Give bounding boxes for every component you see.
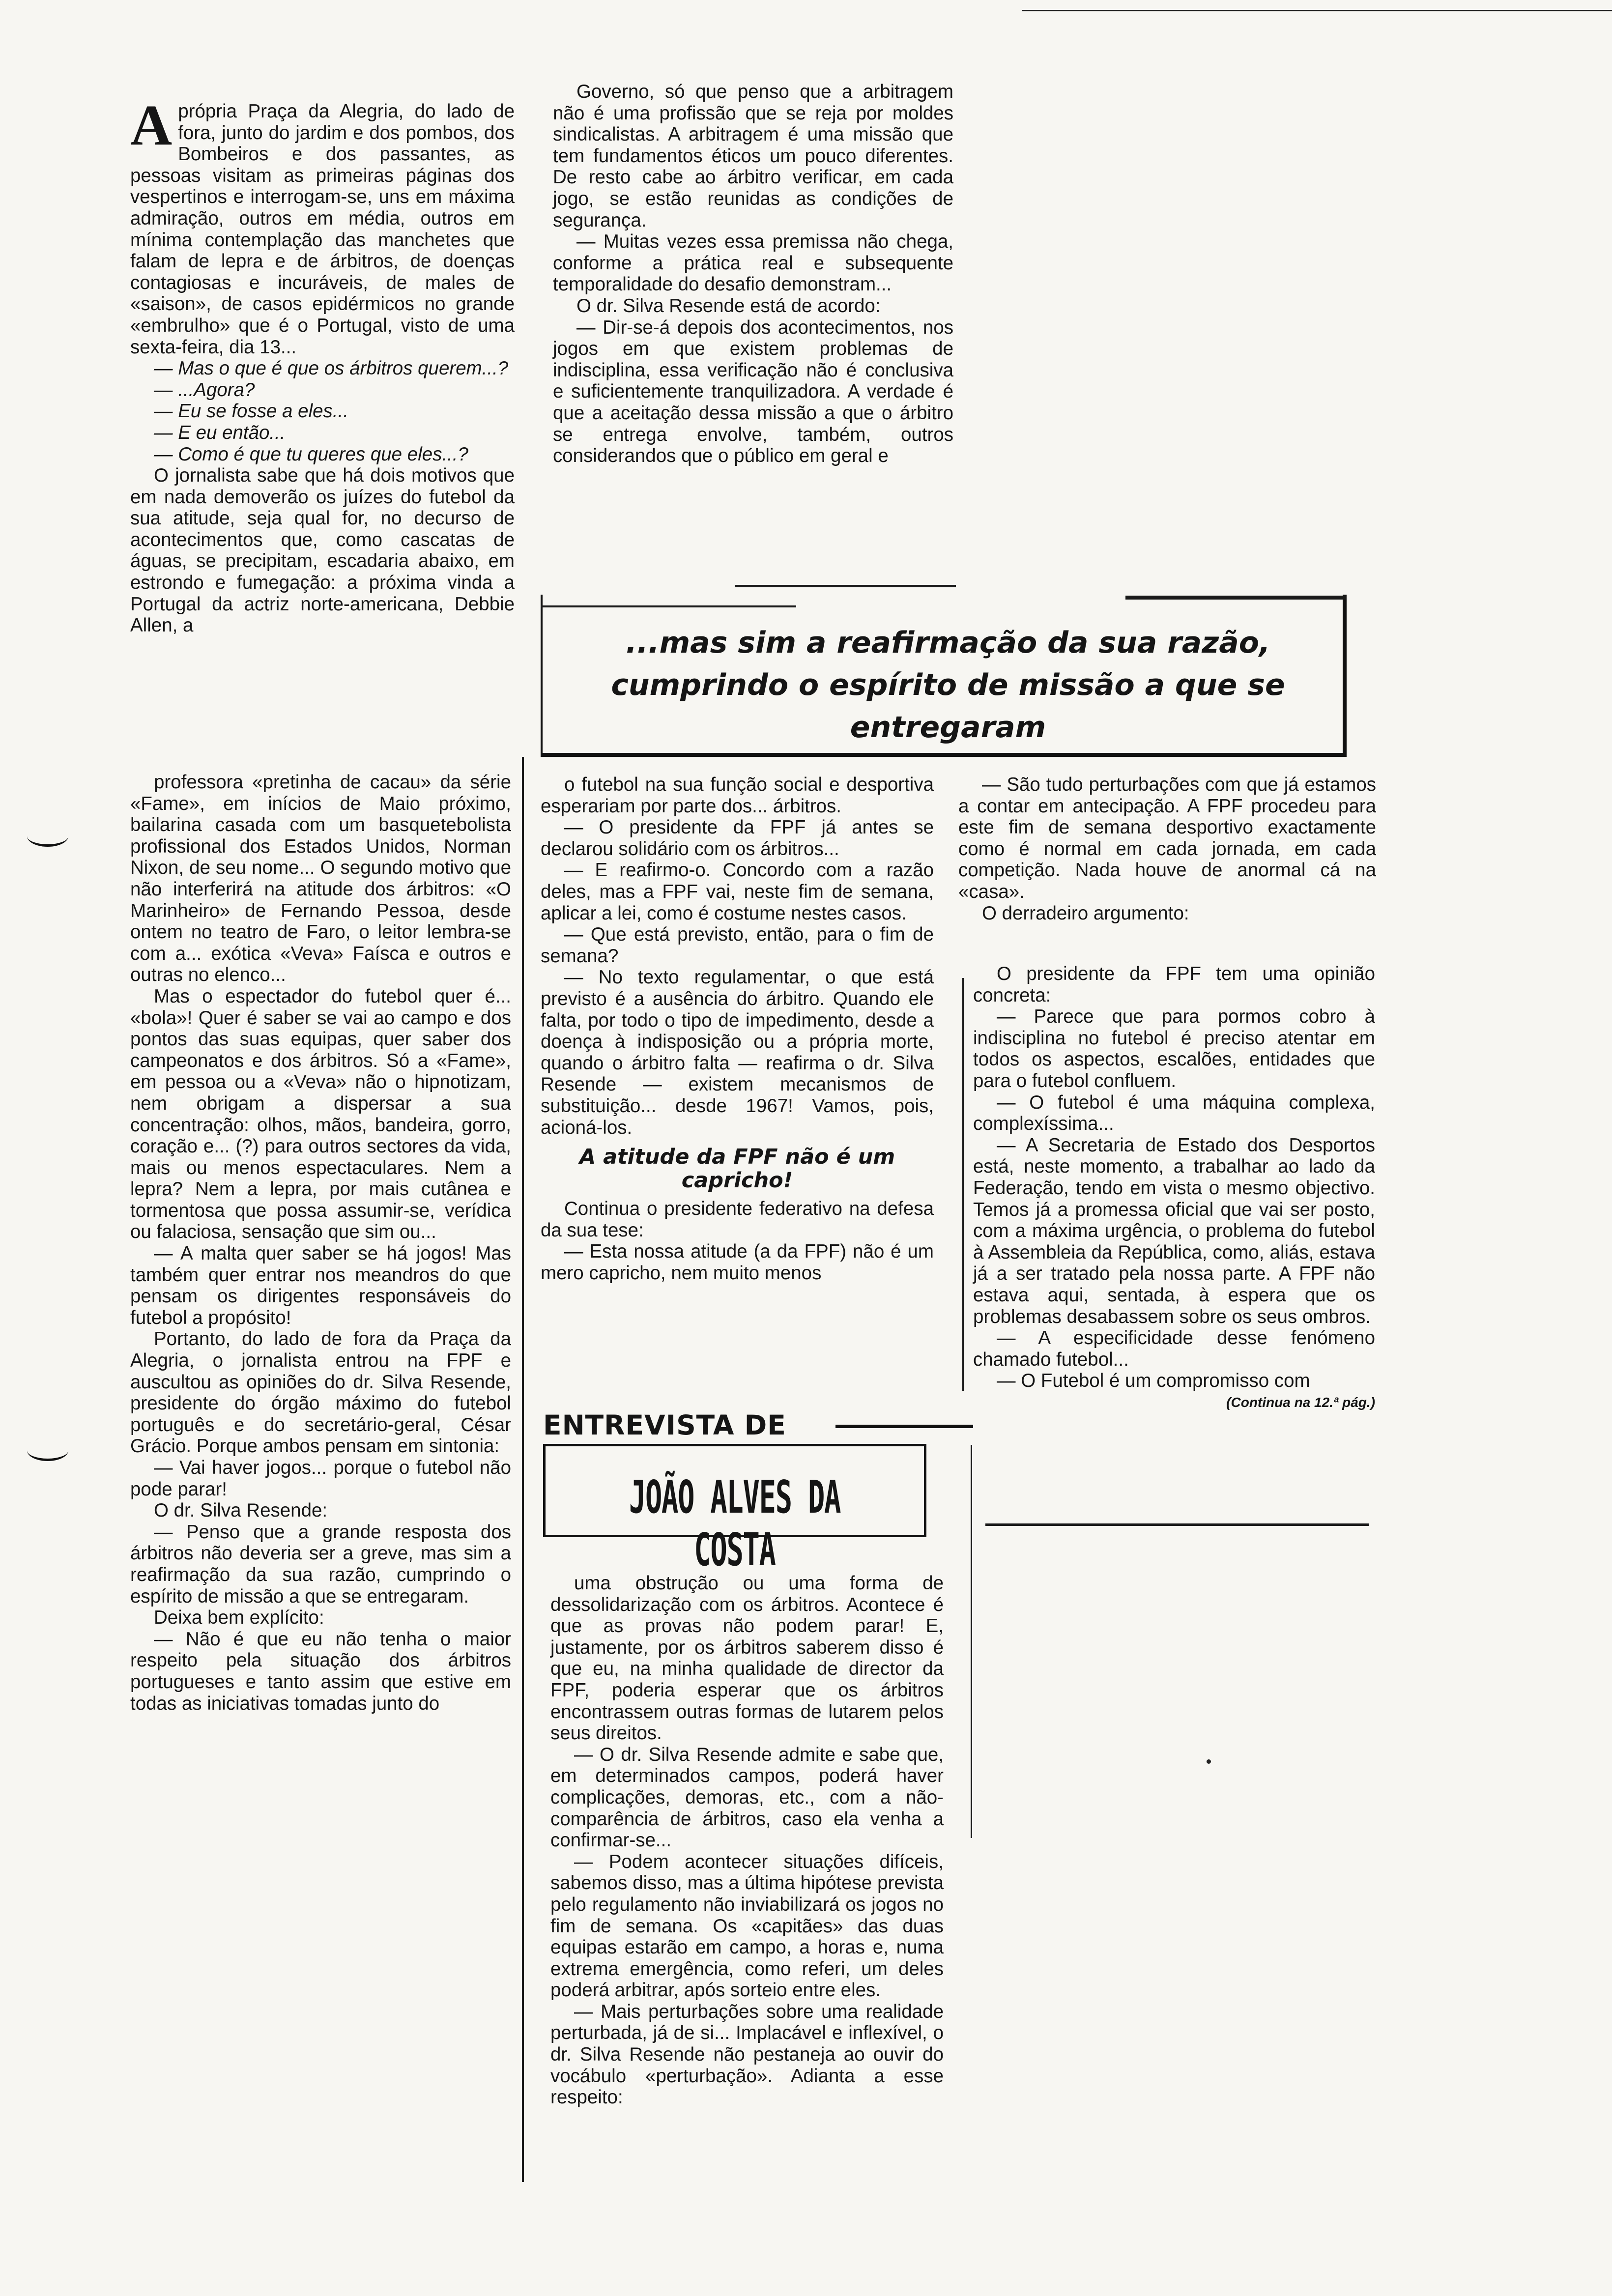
interview-label-rule xyxy=(835,1425,973,1428)
paragraph: Portanto, do lado de fora da Praça da Alegria, o jornalista entrou na FPF e auscultou as opiniões do dr. Silva Resende, presidente do órgão máximo do futebol português e do secretário-geral, César Grácio. Porque ambos pensam em sintonia: xyxy=(130,1328,511,1457)
drop-cap: A xyxy=(130,93,173,157)
margin-punch-mark xyxy=(27,826,68,847)
paragraph: O dr. Silva Resende está de acordo: xyxy=(576,295,881,316)
paragraph: uma obstrução ou uma forma de dessolidarização com os árbitros. Acontece é que as provas não podem parar! E, justamente, por os árbitros saberem disso é que eu, na minha qualidade de director da FPF, poderia esperar que os árbitros encontrassem outras formas de lutarem pelos seus direitos. xyxy=(550,1573,944,1744)
column-1-top xyxy=(130,93,515,636)
paragraph: — Vai haver jogos... porque o futebol não pode parar! xyxy=(130,1457,511,1500)
paragraph: — O dr. Silva Resende admite e sabe que, em determinados campos, poderá haver complicações, demoras, etc., com a não-comparência de árbitros, caso ela venha a confirmar-se... xyxy=(550,1744,944,1851)
paragraph: Governo, só que penso que a arbitragem não é uma profissão que se reja por moldes sindicalistas. A arbitragem é uma missão que tem fundamentos éticos um pouco diferentes. De resto cabe ao árbitro verificar, em cada jogo, se estão reunidas as condições de segurança. xyxy=(553,81,953,231)
column-divider-3 xyxy=(962,978,964,1391)
column-2-bottom xyxy=(541,774,934,1284)
paragraph: — Mas o que é que os árbitros querem...? xyxy=(154,358,509,379)
paragraph: O dr. Silva Resende: xyxy=(154,1500,328,1521)
paragraph: professora «pretinha de cacau» da série «Fame», em inícios de Maio próximo, bailarina casada com um basquetebolista profissional dos Estados Unidos, Norman Nixon, de seu nome... O segundo motivo que não interferirá na atitude dos árbitros: «O Marinheiro» de Fernando Pessoa, desde ontem no teatro de Faro, o leitor lembra-se com a... exótica «Veva» Faísca e outros e outras no elenco... xyxy=(130,772,511,986)
paragraph: — São tudo perturbações com que já estamos a contar em antecipação. A FPF procedeu para este fim de semana desportivo exactamente como é normal em cada jornada, em cada competição. Nada houve de anormal cá na «casa». xyxy=(958,774,1376,902)
continued-note: (Continua na 12.ª pág.) xyxy=(1226,1394,1375,1410)
pull-quote-box xyxy=(541,595,1347,757)
paragraph: — Dir-se-á depois dos acontecimentos, nos jogos em que existem problemas de indisciplina, essa verificação não é conclusiva e suficientemente tranquilizadora. A verdade é que a aceitação dessa missão a que o árbitro se entrega envolve, também, outros considerandos que o público em geral e xyxy=(553,316,953,467)
paragraph: — Muitas vezes essa premissa não chega, conforme a prática real e subsequente temporalidade do desafio demonstram... xyxy=(553,231,953,295)
paragraph: — Esta nossa atitude (a da FPF) não é um mero capricho, nem muito menos xyxy=(541,1241,934,1284)
paragraph: Mas o espectador do futebol quer é... «bola»! Quer é saber se vai ao campo e dos pontos das suas equipas, quer saber dos campeonatos e dos árbitros. Só a «Fame», em pessoa ou a «Veva» não o hipnotizam, nem obrigam a dispersar a sua concentração: olhos, mãos, bandeira, gorro, coração e... (?) para outros sectores da vida, mais ou menos espectaculares. Nem a lepra? Nem a lepra, por mais cutânea e tormentosa que possa assumir-se, verídica ou falaciosa, sensação que sim ou... xyxy=(130,985,511,1243)
column-2-underline xyxy=(735,585,956,587)
interviewer-name-box xyxy=(543,1444,926,1576)
column-3-bottom xyxy=(973,963,1375,1413)
paragraph: — Penso que a grande resposta dos árbitros não deveria ser a greve, mas sim a reafirmação da sua razão, cumprindo o espírito de missão a que se entregaram. xyxy=(130,1521,511,1607)
column-3-top xyxy=(958,774,1376,924)
paragraph: — Mais perturbações sobre uma realidade perturbada, já de si... Implacável e inflexível, o dr. Silva Resende não pestaneja ao ouvir do vocábulo «perturbação». Adianta a esse respeito: xyxy=(550,2001,944,2108)
paragraph: O derradeiro argumento: xyxy=(982,902,1189,924)
margin-punch-mark xyxy=(27,1440,68,1461)
quote-box-top-rule-2 xyxy=(1125,596,1347,600)
column-divider-2 xyxy=(971,1445,972,1838)
paragraph: — A Secretaria de Estado dos Desportos está, neste momento, a trabalhar ao lado da Federação, tendo em vista o mesmo objectivo. Temos já a promessa oficial que vai ser posto, com a máxima urgência, o problema do futebol à Assembleia da República, como, aliás, estava já a ser tratado pela nossa parte. A FPF não estava aqui, sentada, à espera que os problemas desabassem sobre os seus ombros. xyxy=(973,1134,1375,1327)
paragraph: — No texto regulamentar, o que está previsto é a ausência do árbitro. Quando ele falta, por todo o tipo de impedimento, desde a doença à indisposição ou a própria morte, quando o árbitro falta — reafirma o dr. Silva Resende — existem mecanismos de substituição... desde 1967! Vamos, pois, acioná-los. xyxy=(541,967,934,1138)
paragraph: — E eu então... xyxy=(154,422,286,443)
pull-quote: ...mas sim a reafirmação da sua razão, cumprindo o espírito de missão a que se entregaram xyxy=(611,626,1285,745)
paragraph: — E reafirmo-o. Concordo com a razão deles, mas a FPF vai, neste fim de semana, aplicar a lei, como é costume nestes casos. xyxy=(541,860,934,924)
paragraph: — ...Agora? xyxy=(154,379,255,401)
interviewer-name: JOÃO ALVES DA COSTA xyxy=(629,1471,841,1576)
paragraph: A própria Praça da Alegria, do lado de fora, junto do jardim e dos pombos, dos Bombeiros e dos passantes, as pessoas visitam as primeiras páginas dos vespertinos e interrogam-se, uns em máxima admiração, outros em média, outros em mínima contemplação das manchetes que falam de lepra e de árbitros, de doenças contagiosas e incuráveis, de males de «saison», de casos epidérmicos no grande «embrulho» que é o Portugal, visto de uma sexta-feira, dia 13... xyxy=(130,93,515,358)
speck xyxy=(1207,1759,1211,1764)
paragraph: — Não é que eu não tenha o maior respeito pela situação dos árbitros portugueses e tanto assim que estive em todas as iniciativas tomadas junto do xyxy=(130,1628,511,1714)
top-rule xyxy=(1022,10,1612,11)
paragraph: — Parece que para pormos cobro à indisciplina no futebol é preciso atentar em todos os aspectos, escalões, entidades que para o futebol confluem. xyxy=(973,1006,1375,1091)
paragraph: — Eu se fosse a eles... xyxy=(154,401,348,422)
paragraph: Deixa bem explícito: xyxy=(154,1607,324,1629)
paragraph: o futebol na sua função social e desportiva esperariam por parte dos... árbitros. xyxy=(541,774,934,817)
column-divider-1 xyxy=(522,757,524,2182)
paragraph: — Que está previsto, então, para o fim de semana? xyxy=(541,924,934,967)
paragraph: — O presidente da FPF já antes se declarou solidário com os árbitros... xyxy=(541,817,934,860)
paragraph: — A malta quer saber se há jogos! Mas também quer entrar nos meandros do que pensam os dirigentes responsáveis do futebol a propósito! xyxy=(130,1243,511,1328)
column-3-end-rule xyxy=(985,1523,1369,1526)
interview-label: ENTREVISTA DE xyxy=(543,1409,786,1441)
paragraph: O presidente da FPF tem uma opinião concreta: xyxy=(973,963,1375,1006)
paragraph: O jornalista sabe que há dois motivos que em nada demoverão os juízes do futebol da sua atitude, seja qual for, no decurso de acontecimentos que, como cascatas de águas, se precipitam, escadaria abaixo, em estrondo e fumegação: a próxima vinda a Portugal da actriz norte-americana, Debbie Allen, a xyxy=(130,465,515,636)
paragraph: — A especificidade desse fenómeno chamado futebol... xyxy=(973,1327,1375,1370)
quote-box-top-rule xyxy=(541,605,796,607)
column-2-continuation xyxy=(550,1573,944,2108)
column-2-top xyxy=(553,81,953,467)
paragraph: Continua o presidente federativo na defesa da sua tese: xyxy=(541,1198,934,1241)
paragraph: — Podem acontecer situações difíceis, sabemos disso, mas a última hipótese prevista pelo regulamento não inviabilizará os jogos no fim de semana. Os «capitães» das duas equipas estarão em campo, a horas e, numa extrema emergência, como referi, um deles poderá arbitrar, após sorteio entre eles. xyxy=(550,1851,944,2001)
paragraph: — O futebol é uma máquina complexa, complexíssima... xyxy=(973,1091,1375,1135)
subheading: A atitude da FPF não é um capricho! xyxy=(579,1145,895,1193)
interview-header xyxy=(543,1409,941,1576)
column-1-bottom xyxy=(130,772,511,1714)
paragraph: — O Futebol é um compromisso com xyxy=(997,1370,1310,1392)
paragraph: — Como é que tu queres que eles...? xyxy=(154,443,468,465)
